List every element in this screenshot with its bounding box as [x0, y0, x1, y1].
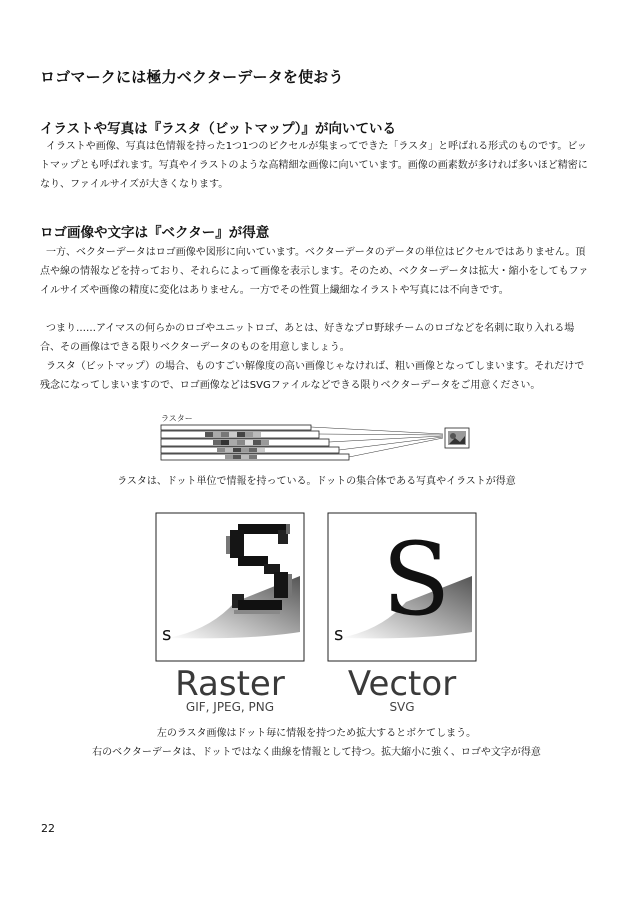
section-paragraph-vector-1: 一方、ベクターデータはロゴ画像や図形に向いています。ベクターデータのデータの単位はピクセルではありません。頂点や線の情報などを持っており、それらによって画像を表示します。そのため、ベクターデータは拡大・縮小をしてもファイルサイズや画像の精度に変化はありません。一方でその性質上繊細なイラストや写真には不向きです。	[40, 247, 589, 296]
raster-panel	[156, 513, 304, 661]
page-number: 22	[41, 822, 55, 835]
comparison-caption-line1: 左のラスタ画像はドット毎に情報を持つため拡大するとボケてしまう。	[156, 728, 477, 739]
section-heading-raster: イラストや写真は『ラスタ（ビットマップ）』が向いている	[40, 121, 396, 137]
vector-formats-label: SVG	[389, 700, 415, 714]
section-paragraph-raster: イラストや画像、写真は色情報を持った1つ1つのピクセルが集まってできた「ラスタ」と呼ばれる形式のものです。ビットマップとも呼ばれます。写真やイラストのような高精細な画像に向いています。画像の画素数が多ければ多いほど精密になり、ファイルサイズが大きくなります。	[40, 141, 588, 190]
raster-figure-caption: ラスタは、ドット単位で情報を持っている。ドットの集合体である写真やイラストが得意	[117, 476, 516, 487]
section-paragraph-vector-3: ラスタ（ビットマップ）の場合、ものすごい解像度の高い画像じゃなければ、粗い画像となってしまいます。それだけで残念になってしまいますので、ロゴ画像などはSVGファイルなどできる限りベクターデータをご用意ください。	[40, 361, 585, 391]
raster-diagram	[155, 410, 485, 466]
raster-vector-comparison	[150, 510, 490, 720]
vector-label: Vector	[347, 664, 457, 704]
photo-thumbnail-icon	[445, 428, 469, 448]
page-title: ロゴマークには極力ベクターデータを使おう	[40, 68, 344, 86]
raster-diagram-label: ラスター	[161, 414, 193, 423]
vector-panel	[328, 513, 476, 661]
raster-label: Raster	[175, 664, 285, 704]
raster-formats-label: GIF, JPEG, PNG	[185, 700, 275, 714]
vector-small-letter: s	[334, 624, 344, 645]
raster-strip	[161, 425, 311, 430]
comparison-caption-line2: 右のベクターデータは、ドットではなく曲線を情報として持つ。拡大縮小に強く、ロゴや文字が得意	[92, 747, 541, 758]
raster-small-letter: s	[162, 624, 172, 645]
section-paragraph-vector-2: つまり……アイマスの何らかのロゴやユニットロゴ、あとは、好きなプロ野球チームのロゴなどを名刺に取り入れる場合、その画像はできる限りベクターデータのものを用意しましょう。	[40, 323, 575, 353]
vector-big-letter: S	[382, 521, 451, 638]
section-heading-vector: ロゴ画像や文字は『ベクター』が得意	[40, 225, 270, 241]
